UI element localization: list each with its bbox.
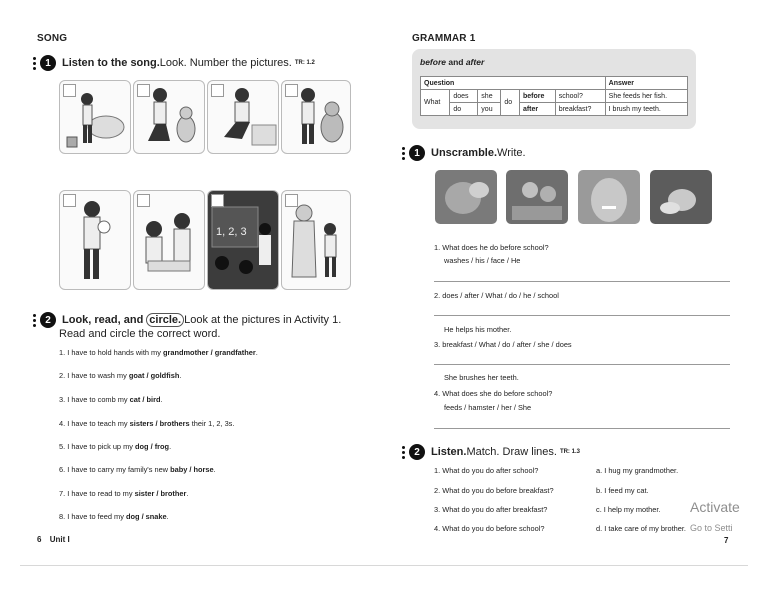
table-cell: after xyxy=(519,103,555,116)
grammar-section-title: GRAMMAR 1 xyxy=(412,33,476,44)
match-question[interactable]: 3. What do you do after breakfast? xyxy=(434,505,548,514)
word-choice[interactable]: sister / brother xyxy=(134,489,187,498)
answer-line[interactable] xyxy=(434,315,730,316)
circle-sentence xyxy=(59,489,188,498)
activity-instruction: Match. Draw lines. xyxy=(466,446,557,458)
match-question[interactable]: 4. What do you do before school? xyxy=(434,524,545,533)
picture-cat xyxy=(133,80,205,154)
activity-dots-icon xyxy=(402,446,405,459)
table-cell: school? xyxy=(555,90,605,103)
picture-dog xyxy=(281,80,351,154)
match-question[interactable]: 2. What do you do before breakfast? xyxy=(434,486,554,495)
activity-instruction-bold: Listen. xyxy=(431,446,467,458)
circle-sentence xyxy=(59,419,234,428)
activation-watermark-line1: Activate xyxy=(690,499,740,515)
circle-sentence xyxy=(59,442,171,451)
number-box[interactable] xyxy=(137,84,150,97)
grammar-word-before: before xyxy=(420,57,446,67)
feeding-hamster-photo xyxy=(650,170,712,224)
number-box[interactable] xyxy=(137,194,150,207)
unscramble-q1: 1. What does he do before school? xyxy=(434,243,549,252)
unit-label: Unit I xyxy=(49,535,70,544)
number-box[interactable] xyxy=(63,84,76,97)
picture-holding-hands xyxy=(281,190,351,290)
sentence-text: 4. I have to teach my xyxy=(59,419,130,428)
sentence-end: their 1, 2, 3s. xyxy=(189,419,235,428)
word-choice[interactable]: grandmother / grandfather xyxy=(162,348,256,357)
unscramble-a4: She brushes her teeth. xyxy=(444,373,519,382)
board-text: 1, 2, 3 xyxy=(216,226,247,238)
sentence-end: . xyxy=(166,512,169,521)
activity-instruction: Look at the pictures in Activity 1. xyxy=(184,314,342,326)
question-header: Question xyxy=(421,77,606,90)
table-cell: do xyxy=(501,90,520,116)
number-box[interactable] xyxy=(285,194,298,207)
activity-instruction-line2: Read and circle the correct word. xyxy=(59,328,221,340)
activity-1-heading xyxy=(33,55,315,71)
page-divider xyxy=(20,565,748,566)
track-label: TR: 1.2 xyxy=(294,60,315,66)
sentence-text: 2. I have to wash my xyxy=(59,371,129,380)
song-section-title: SONG xyxy=(37,33,68,44)
picture-bird xyxy=(207,80,279,154)
activity-number: 2 xyxy=(409,444,425,460)
sentence-text: 8. I have to feed my xyxy=(59,512,126,521)
photo-washing-face xyxy=(435,170,497,224)
grammar-word-and: and xyxy=(445,57,466,67)
activity-number: 2 xyxy=(40,312,56,328)
sentence-end: . xyxy=(186,489,189,498)
word-choice[interactable]: goat / goldfish xyxy=(128,371,180,380)
activity-number: 1 xyxy=(409,145,425,161)
picture-reading xyxy=(133,190,205,290)
answer-line[interactable] xyxy=(434,428,730,429)
table-cell: breakfast? xyxy=(555,103,605,116)
grammar-activity-1-heading xyxy=(402,145,526,161)
sentence-text: 3. I have to comb my xyxy=(59,395,130,404)
word-choice[interactable]: dog / frog xyxy=(135,442,170,451)
sentence-end: . xyxy=(255,348,258,357)
table-cell: does xyxy=(450,90,478,103)
table-cell: She feeds her fish. xyxy=(605,90,687,103)
sentence-end: . xyxy=(169,442,172,451)
grammar-activity-2-heading xyxy=(402,444,580,460)
circle-sentence xyxy=(59,512,169,521)
match-answer[interactable]: a. I hug my grandmother. xyxy=(596,466,679,475)
circle-sentence xyxy=(59,395,163,404)
table-cell: she xyxy=(478,90,501,103)
table-cell: before xyxy=(519,90,555,103)
activity-dots-icon xyxy=(33,57,36,70)
track-label: TR: 1.3 xyxy=(559,449,580,455)
washing-face-photo xyxy=(435,170,497,224)
number-box[interactable] xyxy=(211,194,224,207)
grammar-table xyxy=(420,76,688,116)
table-cell: you xyxy=(478,103,501,116)
answer-line[interactable] xyxy=(434,364,730,365)
activity-dots-icon xyxy=(402,147,405,160)
unscramble-q4-words: feeds / hamster / her / She xyxy=(444,403,532,412)
activity-number: 1 xyxy=(40,55,56,71)
circle-sentence xyxy=(59,348,258,357)
activity-2-heading xyxy=(33,312,341,328)
photo-brushing-teeth xyxy=(578,170,640,224)
grammar-word-after: after xyxy=(465,57,485,67)
sentence-text: 7. I have to read to my xyxy=(59,489,135,498)
activity-instruction: Write. xyxy=(497,147,526,159)
activity-dots-icon xyxy=(33,314,36,327)
activity-instruction: Look. Number the pictures. xyxy=(159,57,292,69)
word-choice[interactable]: sisters / brothers xyxy=(129,419,190,428)
picture-baby xyxy=(59,190,131,290)
page-number: 6 xyxy=(37,535,42,544)
number-box[interactable] xyxy=(285,84,298,97)
picture-goat xyxy=(59,80,131,154)
unscramble-q4: 4. What does she do before school? xyxy=(434,389,553,398)
unscramble-q3: 3. breakfast / What / do / after / she / does xyxy=(434,340,572,349)
activity-instruction-bold: Listen to the song. xyxy=(62,57,160,69)
photo-feeding-hamster xyxy=(650,170,712,224)
unscramble-q1-words: washes / his / face / He xyxy=(444,256,521,265)
number-box[interactable] xyxy=(211,84,224,97)
unscramble-a3: He helps his mother. xyxy=(444,325,512,334)
circle-sentence xyxy=(59,465,216,474)
activity-instruction-bold: Unscramble. xyxy=(431,147,498,159)
table-cell: I brush my teeth. xyxy=(605,103,687,116)
table-cell: do xyxy=(450,103,478,116)
sentence-end: . xyxy=(160,395,163,404)
unscramble-q2: 2. does / after / What / do / he / school xyxy=(434,291,559,300)
answer-line[interactable] xyxy=(434,281,730,282)
sentence-text: 5. I have to pick up my xyxy=(59,442,135,451)
brushing-teeth-photo xyxy=(578,170,640,224)
picture-classroom xyxy=(207,190,279,290)
circle-word: circle. xyxy=(146,313,184,327)
word-choice[interactable]: baby / horse xyxy=(170,465,214,474)
activation-watermark-line2: Go to Setti xyxy=(690,523,733,533)
sentence-end: . xyxy=(213,465,216,474)
photo-helping xyxy=(506,170,568,224)
match-answer[interactable]: d. I take care of my brother. xyxy=(596,524,686,533)
circle-sentence xyxy=(59,371,181,380)
word-choice[interactable]: dog / snake xyxy=(125,512,167,521)
table-cell: What xyxy=(421,90,450,116)
number-box[interactable] xyxy=(63,194,76,207)
right-page-number: 7 xyxy=(724,536,729,545)
helping-mother-photo xyxy=(506,170,568,224)
left-page-footer xyxy=(37,535,70,544)
match-answer[interactable]: c. I help my mother. xyxy=(596,505,661,514)
match-question[interactable]: 1. What do you do after school? xyxy=(434,466,539,475)
match-answer[interactable]: b. I feed my cat. xyxy=(596,486,649,495)
activity-instruction-bold: Look, read, and xyxy=(62,314,144,326)
grammar-box-title xyxy=(420,57,484,67)
sentence-end: . xyxy=(179,371,182,380)
answer-header: Answer xyxy=(605,77,687,90)
sentence-text: 6. I have to carry my family's new xyxy=(59,465,171,474)
word-choice[interactable]: cat / bird xyxy=(129,395,161,404)
sentence-text: 1. I have to hold hands with my xyxy=(59,348,163,357)
